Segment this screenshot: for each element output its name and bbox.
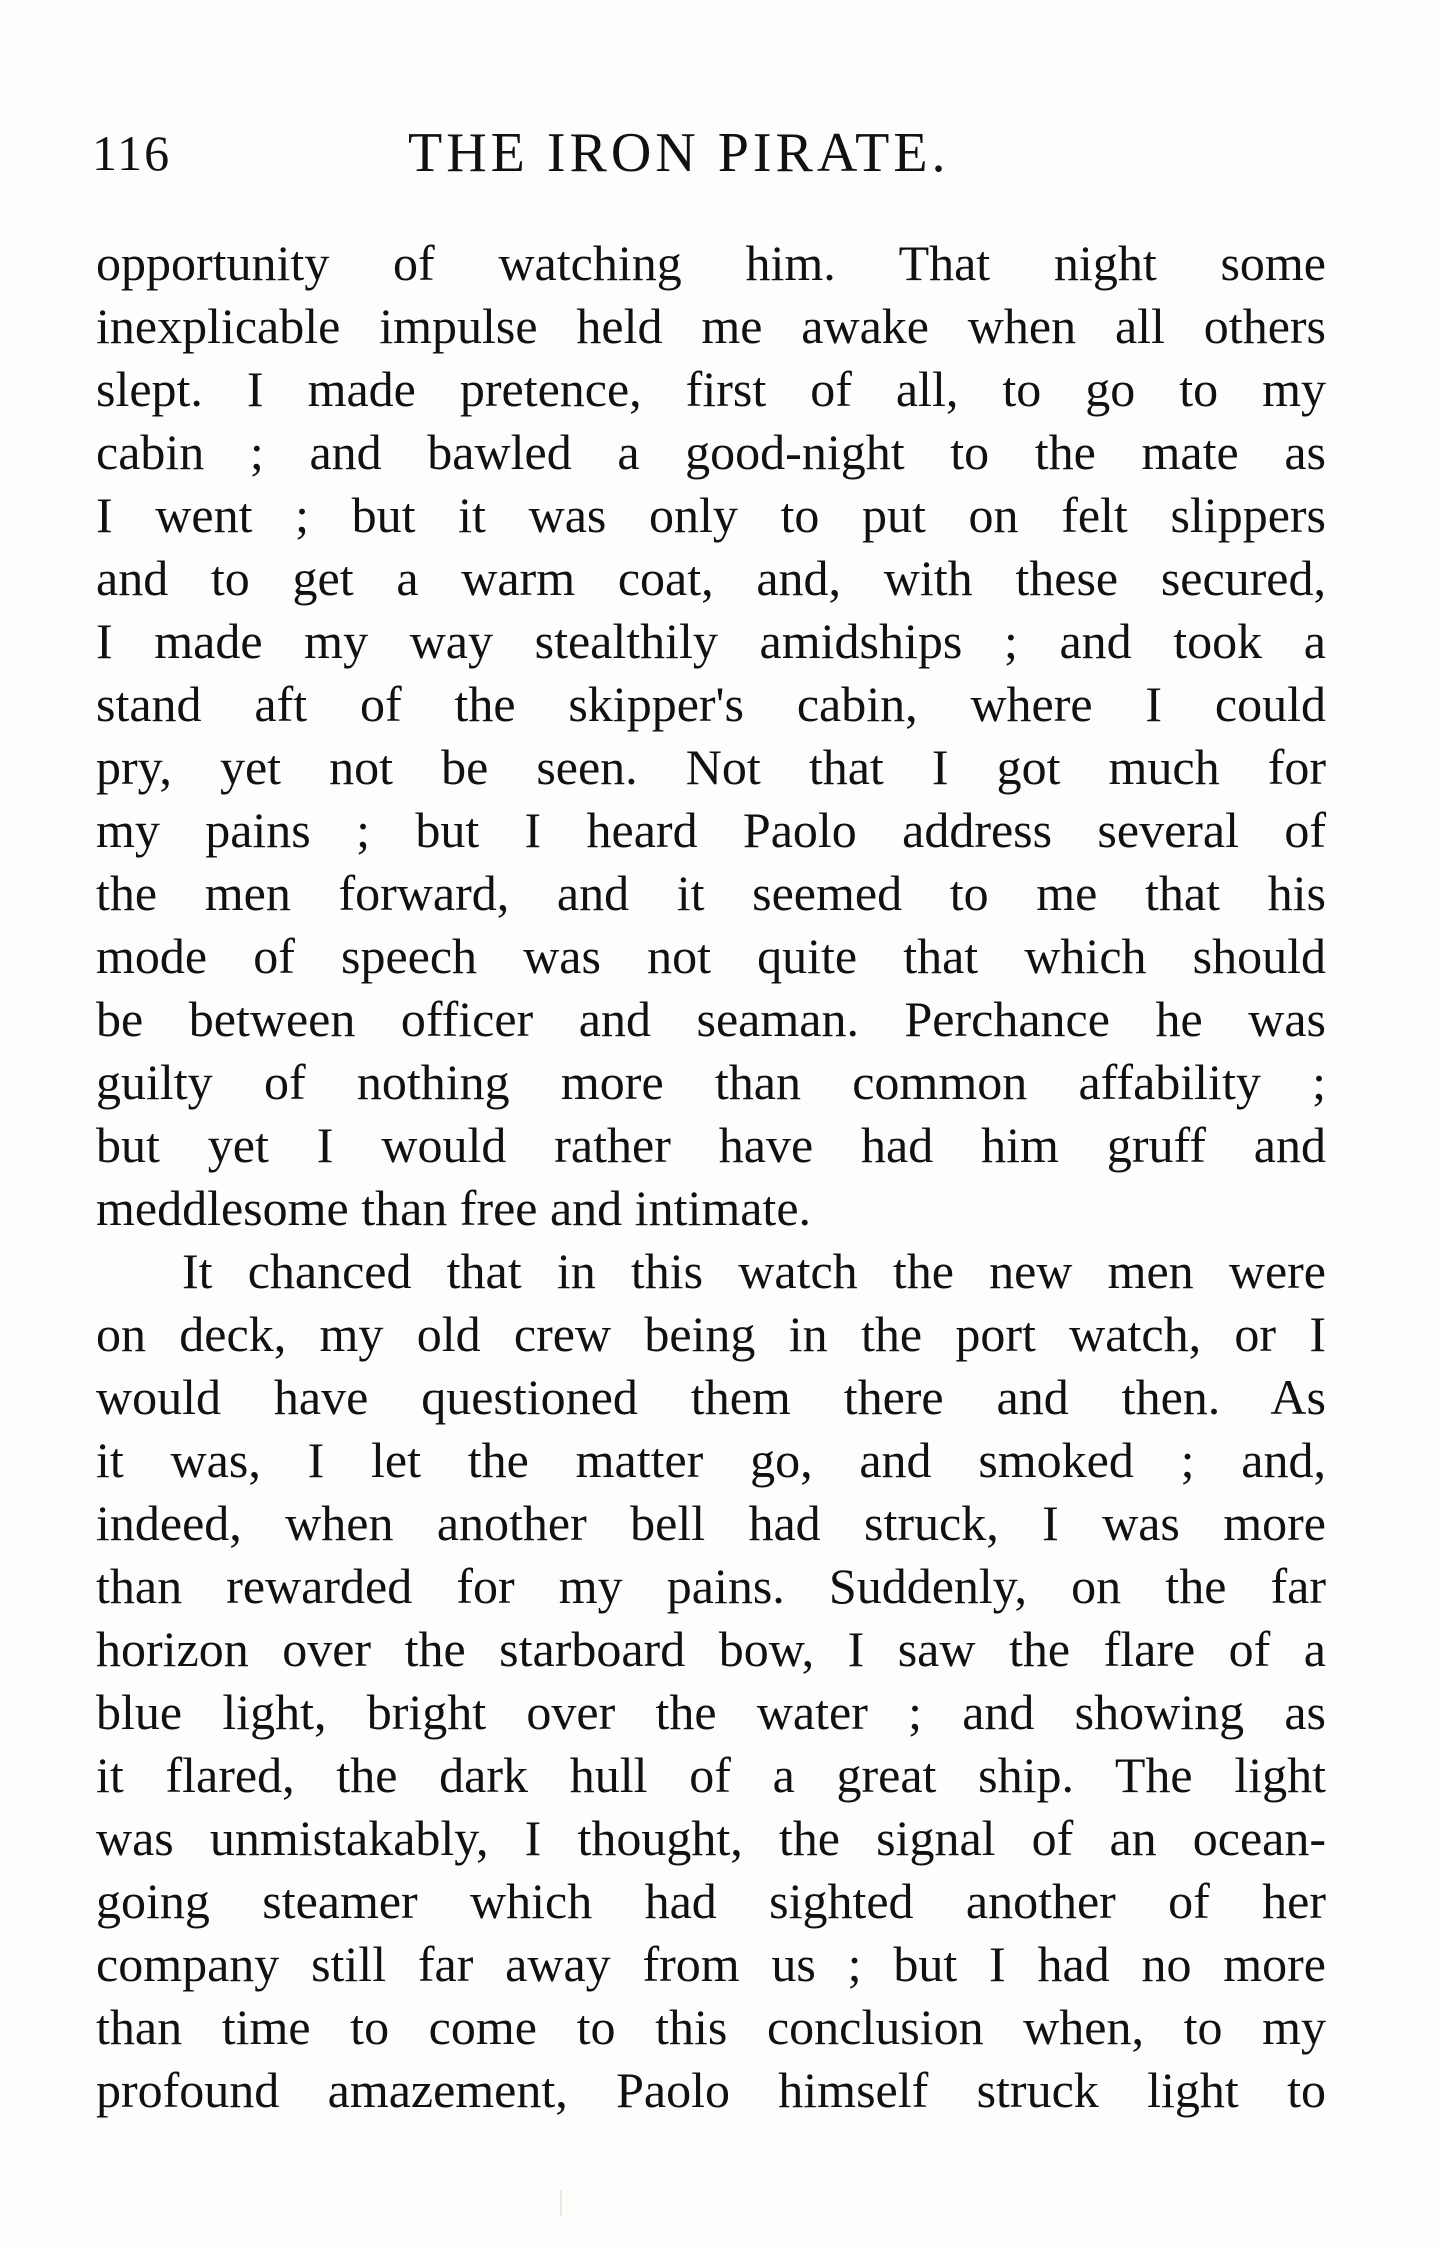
text-line: company still far away from us ; but I had no more	[96, 1936, 1326, 1992]
text-line: it was, I let the matter go, and smoked ; and,	[96, 1432, 1326, 1488]
paper-mark	[560, 2190, 562, 2216]
running-head	[92, 118, 1324, 188]
running-title: THE IRON PIRATE.	[408, 122, 950, 184]
text-line: guilty of nothing more than common affability ;	[96, 1054, 1326, 1110]
text-line: I went ; but it was only to put on felt slippers	[96, 487, 1326, 543]
text-line: I made my way stealthily amidships ; and took a	[96, 613, 1326, 669]
text-line: blue light, bright over the water ; and showing as	[96, 1684, 1326, 1740]
text-line: than time to come to this conclusion when, to my	[96, 1999, 1326, 2055]
text-line: profound amazement, Paolo himself struck light to	[96, 2062, 1326, 2118]
text-line: meddlesome than free and intimate.	[96, 1180, 812, 1236]
text-line: on deck, my old crew being in the port watch, or I	[96, 1306, 1326, 1362]
text-line: be between officer and seaman. Perchance he was	[96, 991, 1326, 1047]
paragraph-1	[96, 232, 1326, 1240]
text-line: inexplicable impulse held me awake when all others	[96, 298, 1326, 354]
text-line: it flared, the dark hull of a great ship. The light	[96, 1747, 1326, 1803]
page-number: 116	[92, 125, 172, 181]
text-line: horizon over the starboard bow, I saw the flare of a	[96, 1621, 1326, 1677]
text-line: the men forward, and it seemed to me that his	[96, 865, 1326, 921]
body-text	[96, 232, 1326, 2122]
text-line: and to get a warm coat, and, with these secured,	[96, 550, 1326, 606]
text-line: mode of speech was not quite that which should	[96, 928, 1326, 984]
paragraph-2	[96, 1240, 1326, 2122]
text-line: but yet I would rather have had him gruff and	[96, 1117, 1326, 1173]
text-line: It chanced that in this watch the new men were	[182, 1243, 1326, 1299]
text-line: indeed, when another bell had struck, I was more	[96, 1495, 1326, 1551]
text-line: was unmistakably, I thought, the signal of an ocean-	[96, 1810, 1326, 1866]
text-line: would have questioned them there and then. As	[96, 1369, 1326, 1425]
text-line: than rewarded for my pains. Suddenly, on the far	[96, 1558, 1326, 1614]
text-line: going steamer which had sighted another of her	[96, 1873, 1326, 1929]
text-line: my pains ; but I heard Paolo address several of	[96, 802, 1326, 858]
text-line: stand aft of the skipper's cabin, where I could	[96, 676, 1326, 732]
text-line: cabin ; and bawled a good-night to the mate as	[96, 424, 1326, 480]
text-line: opportunity of watching him. That night some	[96, 235, 1326, 291]
text-line: pry, yet not be seen. Not that I got much for	[96, 739, 1326, 795]
text-line: slept. I made pretence, first of all, to go to my	[96, 361, 1326, 417]
